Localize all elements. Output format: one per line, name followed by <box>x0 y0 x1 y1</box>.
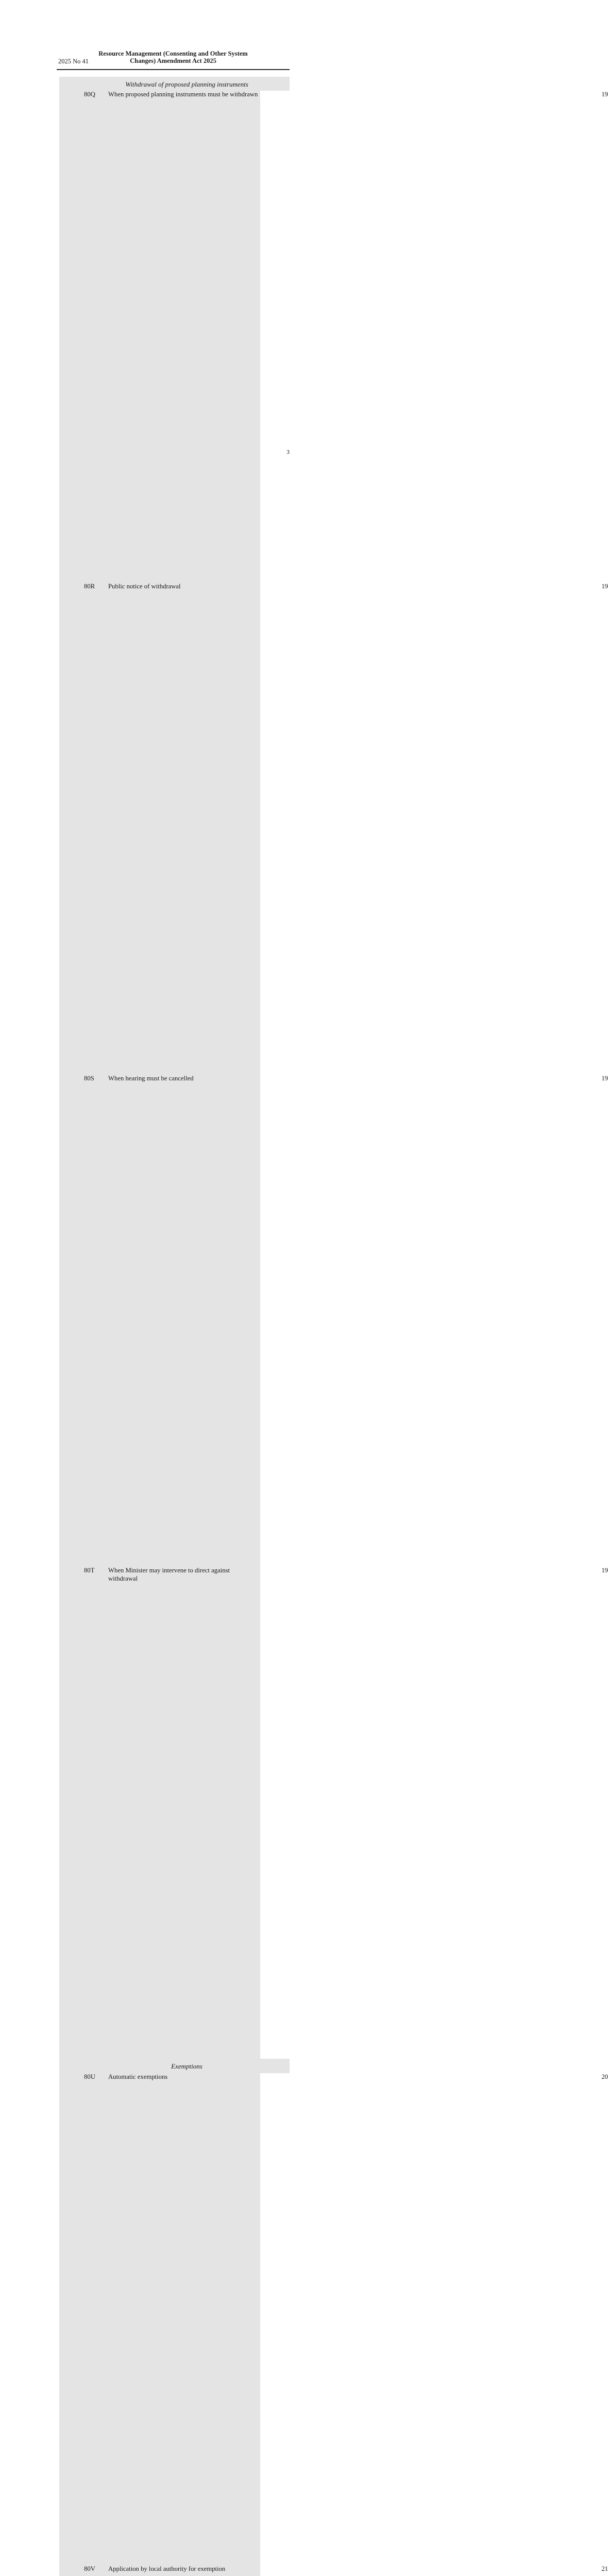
toc-subsection-row <box>59 583 608 1075</box>
toc-subsection-row <box>59 1567 608 2059</box>
toc-section-heading: Exemptions <box>59 2059 290 2073</box>
toc-subsection-row <box>59 2565 608 2576</box>
toc-entry-title: Application by local authority for exemption <box>108 2565 226 2572</box>
toc-section-label: 80R <box>84 583 95 590</box>
toc-section-label: 80U <box>84 2073 95 2080</box>
header-rule <box>57 69 290 70</box>
toc-entry-title: Automatic exemptions <box>108 2073 168 2080</box>
toc-entry-title: Public notice of withdrawal <box>108 583 181 590</box>
document-title <box>57 50 290 64</box>
document-title-line-2: Changes) Amendment Act 2025 <box>130 57 216 64</box>
toc-entry-page: 21 <box>260 2565 608 2576</box>
document-number: 2025 No 41 <box>58 58 89 65</box>
toc-section-heading: Withdrawal of proposed planning instruments <box>59 77 290 91</box>
toc-entry-page: 19 <box>260 583 608 1075</box>
toc-section-label: 80T <box>84 1567 95 1574</box>
toc-entry-title: When hearing must be cancelled <box>108 1075 194 1082</box>
toc-subsection-row <box>59 91 608 583</box>
toc-entry-page: 19 <box>260 1075 608 1567</box>
document-title-line-1: Resource Management (Consenting and Other System <box>98 50 248 57</box>
toc-subsection-row <box>59 2073 608 2565</box>
toc-entry-page: 19 <box>260 91 608 583</box>
content-column <box>57 0 608 2576</box>
page-header <box>57 50 290 65</box>
toc-section-label: 80Q <box>84 91 95 98</box>
toc-entry-page: 20 <box>260 2073 608 2565</box>
toc-entry-title: When proposed planning instruments must be withdrawn <box>108 91 258 98</box>
toc-section-label: 80S <box>84 1075 94 1082</box>
toc-entry-page: 19 <box>260 1567 608 2059</box>
toc-section-label: 80V <box>84 2565 95 2572</box>
toc-entry-title: When Minister may intervene to direct against withdrawal <box>108 1567 230 1582</box>
toc-subsection-row <box>59 1075 608 1567</box>
page-number: 3 <box>286 448 290 455</box>
